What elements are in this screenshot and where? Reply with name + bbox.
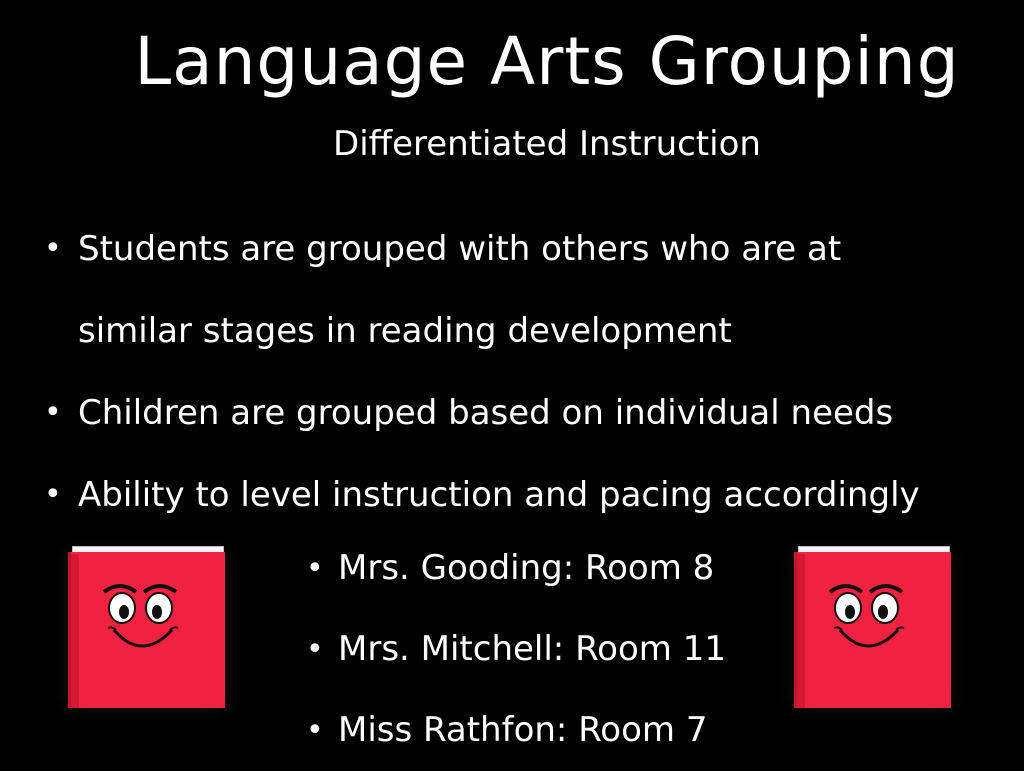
- smiling-book-icon: [68, 546, 218, 706]
- bullet-dot: •: [306, 632, 324, 667]
- bullet-dot: •: [44, 477, 62, 512]
- book-face: [794, 546, 944, 706]
- room-item-mitchell: [290, 609, 750, 690]
- book-face: [68, 546, 218, 706]
- slide-subtitle: Differentiated Instruction: [333, 124, 761, 164]
- smiling-book-icon: [794, 546, 944, 706]
- slide-title: Language Arts Grouping: [134, 23, 960, 100]
- bullet-item-needs: [40, 372, 1000, 454]
- room-text: Mrs. Gooding: Room 8: [338, 548, 715, 588]
- bullet-dot: •: [44, 395, 62, 430]
- room-item-gooding: [290, 528, 750, 609]
- bullet-dot: •: [306, 713, 324, 748]
- room-text: Mrs. Mitchell: Room 11: [338, 629, 726, 669]
- room-text: Miss Rathfon: Room 7: [338, 710, 708, 750]
- bullet-text: Ability to level instruction and pacing accordingly: [78, 475, 920, 515]
- bullet-dot: •: [44, 231, 62, 266]
- bullet-text: Students are grouped with others who are at: [78, 229, 842, 269]
- room-item-rathfon: [290, 690, 750, 771]
- room-list: [290, 528, 750, 771]
- bullet-text-continuation: similar stages in reading development: [78, 311, 732, 351]
- bullet-item-grouping: [40, 208, 1000, 372]
- bullet-text: Children are grouped based on individual needs: [78, 393, 894, 433]
- bullet-dot: •: [306, 551, 324, 586]
- bullet-list: [40, 208, 1000, 536]
- bullet-item-pacing: [40, 454, 1000, 536]
